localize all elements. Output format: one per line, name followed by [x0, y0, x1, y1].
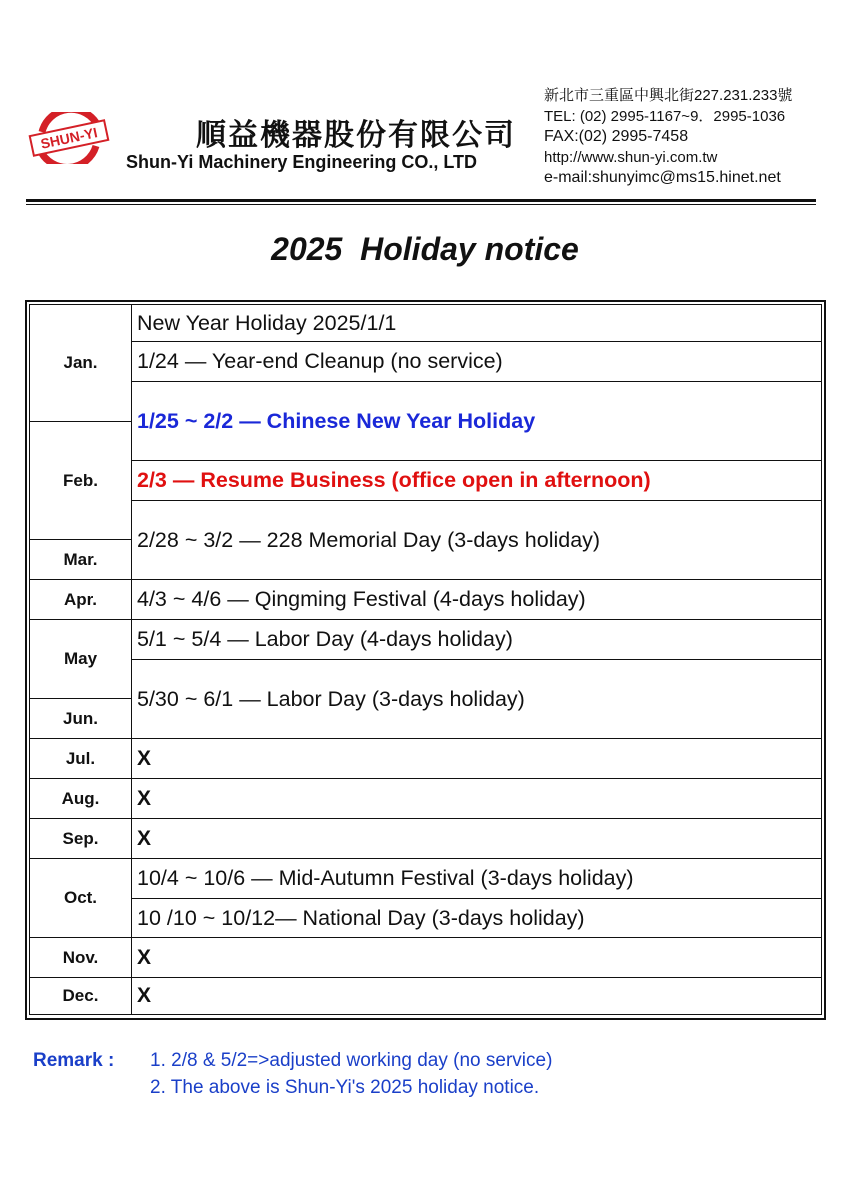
month-cell-mar: Mar. — [29, 539, 132, 580]
company-logo — [26, 112, 112, 164]
month-cell-sep: Sep. — [29, 818, 132, 859]
address: 新北市三重區中興北街227.231.233號 — [544, 87, 793, 104]
month-cell-dec: Dec. — [29, 977, 132, 1015]
event-dec-none: X — [131, 977, 822, 1015]
event-sep-none: X — [131, 818, 822, 859]
event-228-memorial: 2/28 ~ 3/2 — 228 Memorial Day (3-days holiday) — [131, 500, 822, 580]
remark-line-2: 2. The above is Shun-Yi's 2025 holiday notice. — [150, 1077, 540, 1098]
event-qingming: 4/3 ~ 4/6 — Qingming Festival (4-days holiday) — [131, 579, 822, 620]
event-chinese-new-year: 1/25 ~ 2/2 — Chinese New Year Holiday — [131, 381, 822, 461]
month-cell-jun: Jun. — [29, 698, 132, 739]
email: e-mail:shunyimc@ms15.hinet.net — [544, 169, 781, 186]
table-body — [29, 304, 822, 1015]
month-cell-apr: Apr. — [29, 579, 132, 620]
telephone: TEL: (02) 2995-1167~9．2995-1036 — [544, 107, 786, 125]
logo-text: SHUN-YI — [39, 124, 99, 152]
event-nov-none: X — [131, 937, 822, 978]
event-resume-business: 2/3 — Resume Business (office open in afternoon) — [131, 460, 822, 501]
remark-line-1: 1. 2/8 & 5/2=>adjusted working day (no service) — [150, 1050, 553, 1071]
month-cell-jul: Jul. — [29, 738, 132, 779]
event-jul-none: X — [131, 738, 822, 779]
event-new-year: New Year Holiday 2025/1/1 — [131, 304, 822, 342]
remark-label: Remark : — [33, 1050, 115, 1071]
month-cell-jan: Jan. — [29, 304, 132, 422]
month-cell-may: May — [29, 619, 132, 699]
website: http://www.shun-yi.com.tw — [544, 148, 718, 166]
fax: FAX:(02) 2995-7458 — [544, 128, 689, 145]
header-divider-thick — [26, 199, 816, 202]
header-divider-thin — [26, 204, 816, 205]
holiday-table — [25, 300, 826, 1020]
month-cell-oct: Oct. — [29, 858, 132, 938]
month-cell-feb: Feb. — [29, 421, 132, 540]
event-year-end-cleanup: 1/24 — Year-end Cleanup (no service) — [131, 341, 822, 382]
event-national-day: 10 /10 ~ 10/12— National Day (3-days holiday) — [131, 898, 822, 938]
event-aug-none: X — [131, 778, 822, 819]
event-mid-autumn: 10/4 ~ 10/6 — Mid-Autumn Festival (3-days holiday) — [131, 858, 822, 899]
company-name-english: Shun-Yi Machinery Engineering CO., LTD — [126, 152, 478, 172]
page-title: 2025 Holiday notice — [271, 231, 579, 267]
contact-block — [544, 86, 792, 189]
company-name-chinese: 順益機器股份有限公司 — [196, 118, 516, 153]
month-cell-aug: Aug. — [29, 778, 132, 819]
event-labor-day-may: 5/1 ~ 5/4 — Labor Day (4-days holiday) — [131, 619, 822, 660]
event-labor-day-june: 5/30 ~ 6/1 — Labor Day (3-days holiday) — [131, 659, 822, 739]
month-cell-nov: Nov. — [29, 937, 132, 978]
